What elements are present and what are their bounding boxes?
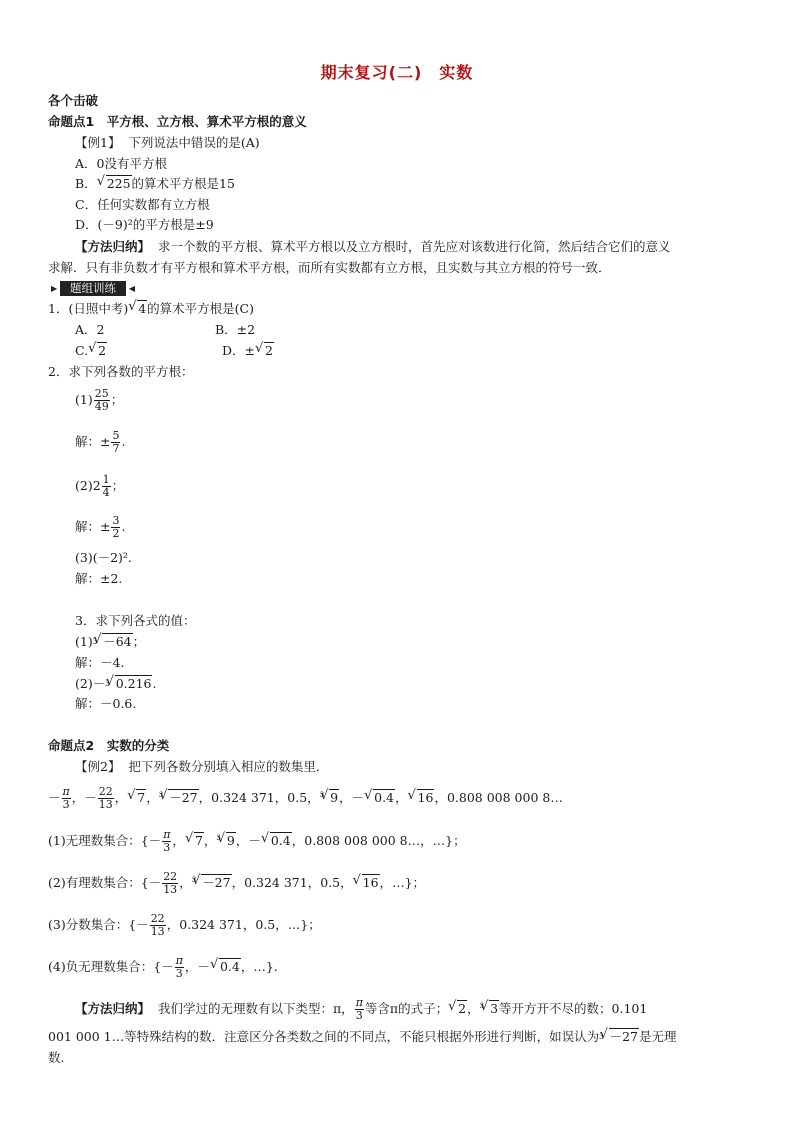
- set-rational: (2)有理数集合：{－ $\frac{22}{13}$ ，$^3$√ －27，0.324 371，0.5，√ 16，…}；: [48, 871, 425, 896]
- q3-answer-1: 解：－4.: [75, 655, 125, 670]
- sqrt-2-c: √ 2: [448, 1000, 467, 1018]
- fraction-22-13-c: $\frac{22}{13}$: [150, 912, 165, 938]
- q2-answer-2: 解：± $\frac{3}{2}$ .: [75, 514, 126, 540]
- method-summary-1-line2: 求解．只有非负数才有平方根和算术平方根，而所有实数都有立方根，且实数与其立方根的符号一致．: [48, 260, 611, 275]
- sqrt-04-c: √ 0.4: [210, 958, 241, 976]
- q1-prefix: 1．(日照中考): [48, 301, 129, 316]
- fraction-3-2: $\frac{3}{2}$: [112, 514, 120, 540]
- sqrt-04-b: √ 0.4: [261, 832, 292, 850]
- option-b-suffix: 的算术平方根是15: [131, 176, 235, 191]
- cbrt-9-b: √ 9: [217, 832, 236, 850]
- sqrt-7-b: √ 7: [185, 832, 204, 850]
- fraction-1-4: $\frac{1}{4}$: [102, 473, 110, 499]
- option-b-prefix: B．: [75, 176, 97, 191]
- section-header: 各个击破: [48, 93, 99, 108]
- q2-item-3: (3)(－2)².: [75, 550, 132, 565]
- number-list: － $\frac{\pi}{3}$ ，－ $\frac{22}{13}$ ，√ 7，$^3$√ －27，0.324 371，0.5，$^3$√ 9，－√ 0.4，√ 16，0.808 008 000 8…: [48, 786, 563, 811]
- q1-option-d: D．±√ 2: [222, 342, 274, 360]
- cbrt-3: √ 3: [480, 1000, 499, 1018]
- cube-root-index-7: 3: [479, 1002, 485, 1010]
- example-1-label: 【例1】: [75, 135, 121, 150]
- sqrt-16: √ 16: [408, 789, 435, 807]
- sqrt-225: √ 225: [97, 175, 132, 193]
- topic-2-heading: 命题点2 实数的分类: [48, 738, 170, 753]
- cube-root-index-5: 3: [216, 834, 221, 842]
- method-summary-2-line1: 【方法归纳】 我们学过的无理数有以下类型：π， $\frac{\pi}{3}$ 等含π的式子；√ 2，$^3$√ 3等开方开不尽的数；0.101: [75, 997, 647, 1022]
- cbrt-0216: √ 0.216: [106, 675, 153, 693]
- method-summary-2-line2: 001 000 1…等特殊结构的数．注意区分各类数之间的不同点，不能只根据外形进行判断，如误认为$^3$√ －27是无理: [48, 1028, 677, 1046]
- cbrt-neg27-b: √ －27: [192, 874, 231, 892]
- cube-root-index: 3: [92, 638, 98, 646]
- cbrt-neg64: √ －64: [93, 633, 132, 651]
- fraction-pi-3-d: $\frac{\pi}{3}$: [355, 996, 363, 1022]
- q3-answer-2: 解：－0.6.: [75, 696, 137, 711]
- fraction-pi-3-b: $\frac{\pi}{3}$: [163, 828, 171, 854]
- decimal-0324371: 0.324 371: [211, 790, 275, 805]
- example-1-option-d: D．(－9)²的平方根是±9: [75, 217, 214, 232]
- method-label-2: 【方法归纳】: [75, 1001, 151, 1016]
- example-1-option-c: C．任何实数都有立方根: [75, 197, 210, 212]
- set-irrational: (1)无理数集合：{－ $\frac{\pi}{3}$ ，√ 7，$^3$√ 9，－√ 0.4，0.808 008 000 8…，…}；: [48, 829, 466, 854]
- topic-1-heading: 命题点1 平方根、立方根、算术平方根的意义: [48, 114, 307, 129]
- set-fraction: (3)分数集合：{－ $\frac{22}{13}$ ，0.324 371，0.5，…}；: [48, 912, 321, 938]
- sqrt-4: √ 4: [128, 300, 147, 318]
- fraction-pi-3: $\frac{\pi}{3}$: [62, 785, 70, 811]
- cube-root-index-8: 3: [599, 1033, 604, 1041]
- decimal-05: 0.5: [287, 790, 308, 805]
- fraction-25-49: $\frac{25}{49}$: [94, 387, 109, 413]
- example-1: [75, 134, 260, 152]
- cube-root-index-6: 3: [191, 876, 197, 884]
- question-3-stem: 3．求下列各式的值：: [75, 613, 196, 628]
- q1-option-c: C.√ 2: [75, 342, 107, 360]
- decimal-0808: 0.808 008 000 8…: [446, 790, 563, 805]
- q2-answer-1: 解：± $\frac{5}{7}$ .: [75, 429, 126, 455]
- triangle-right-icon: ▶: [48, 281, 60, 296]
- drill-label: 题组训练: [70, 281, 116, 295]
- cbrt-neg27-c: √ －27: [600, 1028, 639, 1046]
- method-summary-2-line3: 数.: [48, 1050, 65, 1065]
- sqrt-04: √ 0.4: [364, 789, 395, 807]
- fraction-5-7: $\frac{5}{7}$: [112, 429, 120, 455]
- question-1: [48, 300, 254, 318]
- q1-suffix: 的算术平方根是(C): [147, 301, 254, 316]
- page-title: 期末复习(二) 实数: [320, 63, 474, 82]
- q2-item-2: (2)2 $\frac{1}{4}$ ；: [75, 473, 125, 499]
- sqrt-2-b: √ 2: [255, 342, 274, 360]
- fraction-22-13-b: $\frac{22}{13}$: [163, 870, 178, 896]
- method-text-1a: 求一个数的平方根、算术平方根以及立方根时，首先应对该数进行化简，然后结合它们的意义: [157, 239, 671, 254]
- fraction-pi-3-c: $\frac{\pi}{3}$: [175, 954, 183, 980]
- method-label-1: 【方法归纳】: [75, 239, 151, 254]
- example-2: [75, 758, 328, 776]
- example-2-label: 【例2】: [75, 759, 121, 774]
- sqrt-7: √ 7: [127, 789, 146, 807]
- q2-answer-3: 解：±2.: [75, 571, 123, 586]
- cube-root-index-2: 3: [105, 680, 110, 688]
- q2-item-1: (1) $\frac{25}{49}$ ；: [75, 387, 124, 413]
- example-1-text: 下列说法中错误的是(A): [128, 135, 260, 150]
- cbrt-9: √ 9: [320, 789, 339, 807]
- drill-tag: [48, 281, 138, 296]
- q1-option-b: B．±2: [215, 322, 256, 337]
- example-1-option-b: [75, 175, 235, 193]
- sqrt-2: √ 2: [88, 342, 107, 360]
- fraction-22-13: $\frac{22}{13}$: [98, 785, 113, 811]
- question-2-stem: 2．求下列各数的平方根：: [48, 364, 194, 379]
- q3-item-1: $(1)^3√ -64$；: [75, 633, 145, 651]
- example-2-text: 把下列各数分别填入相应的数集里．: [128, 759, 329, 774]
- cbrt-neg27: √ －27: [159, 789, 198, 807]
- q3-item-2: (2)－$^3$√ 0.216.: [75, 675, 156, 693]
- cube-root-index-3: 3: [158, 791, 164, 799]
- sqrt-16-b: √ 16: [353, 874, 380, 892]
- set-negative-irrational: (4)负无理数集合：{－ $\frac{\pi}{3}$ ，－√ 0.4，…}.: [48, 955, 278, 980]
- triangle-left-icon: ◀: [126, 281, 138, 296]
- method-summary-1-line1: [75, 238, 670, 256]
- example-1-option-a: A．0没有平方根: [75, 156, 167, 171]
- q1-option-a: A．2: [75, 322, 105, 337]
- cube-root-index-4: 3: [319, 791, 325, 799]
